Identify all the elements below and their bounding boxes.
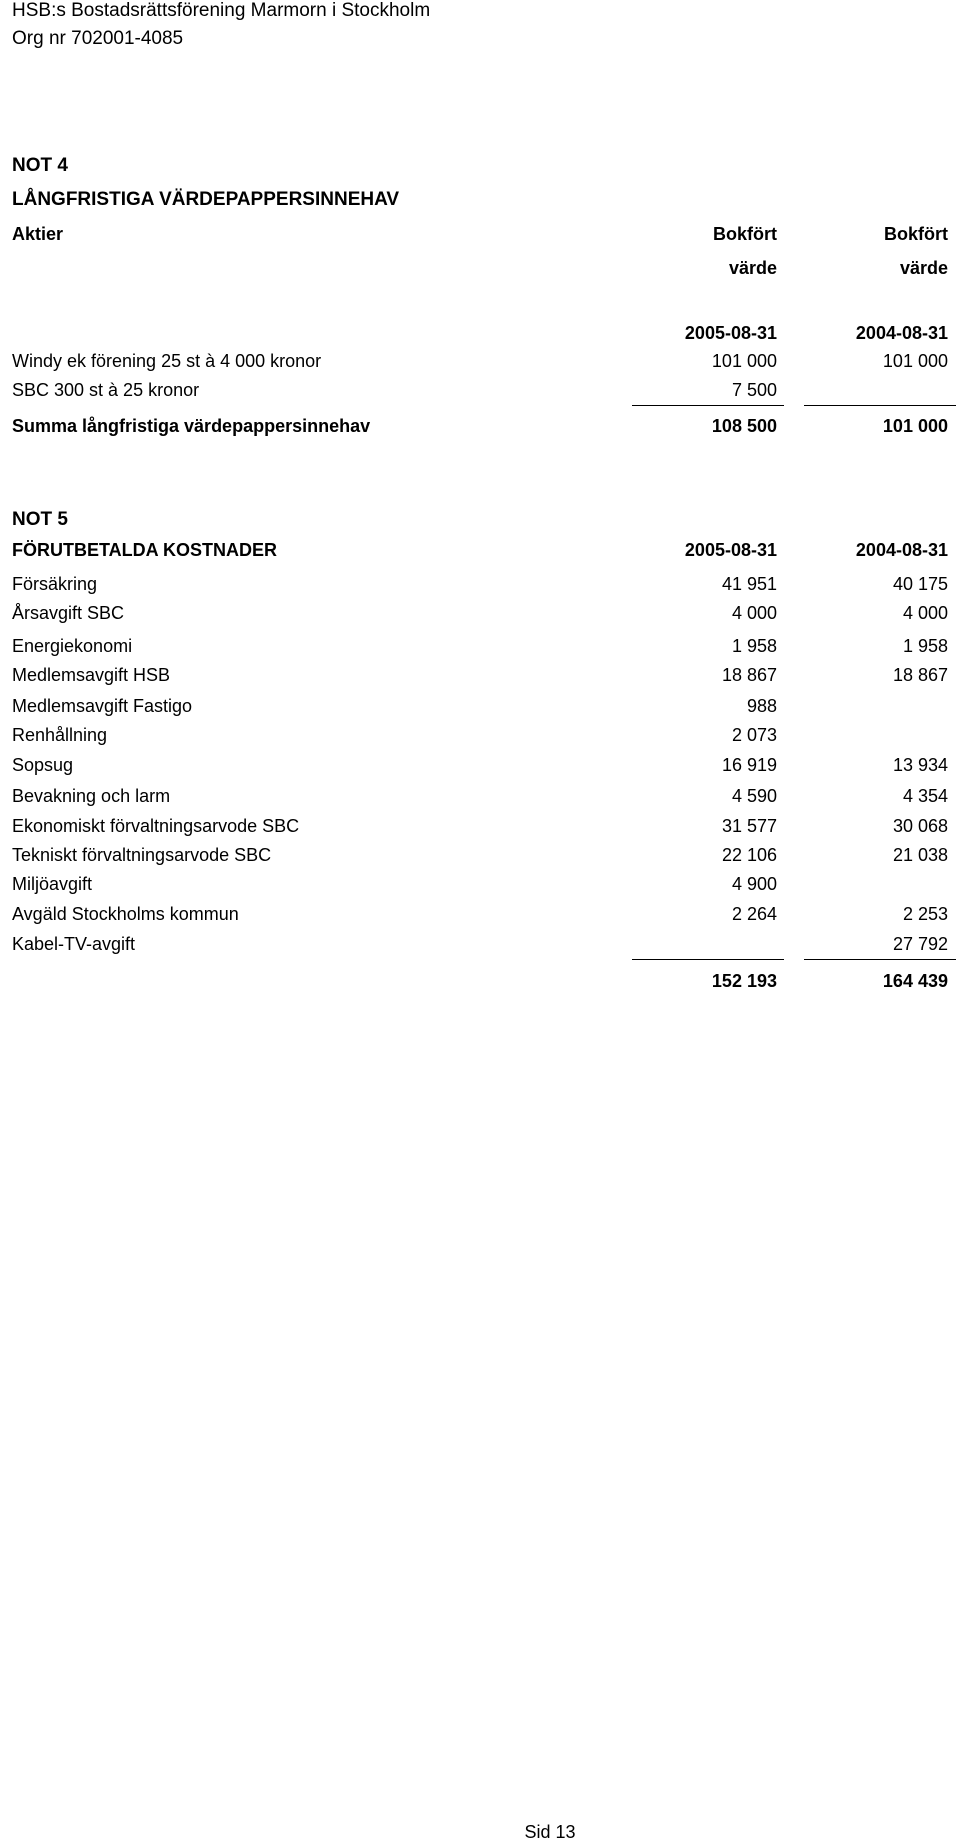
row-value-2005: 101 000	[711, 351, 777, 371]
total-value-2004: 101 000	[882, 416, 948, 436]
table-row	[0, 753, 960, 777]
row-value-2004: 40 175	[892, 574, 948, 594]
row-value-2005: 18 867	[721, 665, 777, 685]
row-label: SBC 300 st à 25 kronor	[12, 380, 200, 400]
table-row	[0, 601, 960, 625]
row-value-2005: 41 951	[721, 574, 777, 594]
note4-col2-header-line1: Bokfört	[884, 224, 948, 244]
row-value-2004: 1 958	[902, 636, 948, 656]
table-row	[0, 814, 960, 838]
table-row	[0, 902, 960, 926]
note4-col1-header-line2: värde	[728, 258, 777, 278]
row-value-2005: 2 073	[731, 725, 777, 745]
note4-title: NOT 4	[12, 155, 68, 176]
row-value-2005: 4 590	[731, 786, 777, 806]
table-row	[0, 349, 960, 373]
note4-column-header-row	[0, 222, 960, 246]
note4-subtitle: LÅNGFRISTIGA VÄRDEPAPPERSINNEHAV	[12, 189, 400, 210]
row-label: Bevakning och larm	[12, 786, 171, 806]
organization-name: HSB:s Bostadsrättsförening Marmorn i Stockholm	[12, 0, 431, 21]
sum-underline	[632, 405, 784, 406]
note4-col1-header-line1: Bokfört	[713, 224, 777, 244]
row-value-2005: 4 900	[731, 874, 777, 894]
note4-date-2005: 2005-08-31	[684, 323, 777, 343]
table-row	[0, 634, 960, 658]
sum-underline	[804, 959, 956, 960]
row-value-2005: 1 958	[731, 636, 777, 656]
note5-header-row	[0, 538, 960, 562]
row-label: Miljöavgift	[12, 874, 93, 894]
row-label: Medlemsavgift HSB	[12, 665, 171, 685]
note4-date-row	[0, 321, 960, 345]
row-label: Windy ek förening 25 st à 4 000 kronor	[12, 351, 322, 371]
note4-column-header-row2	[0, 256, 960, 280]
total-label: Summa långfristiga värdepappersinnehav	[12, 416, 371, 436]
note4-total-row	[0, 414, 960, 438]
row-label: Ekonomiskt förvaltningsarvode SBC	[12, 816, 300, 836]
total-value-2005: 152 193	[711, 971, 777, 991]
table-row	[0, 572, 960, 596]
table-row	[0, 663, 960, 687]
table-row	[0, 723, 960, 747]
row-value-2004: 13 934	[892, 755, 948, 775]
row-value-2004: 30 068	[892, 816, 948, 836]
row-value-2005: 31 577	[721, 816, 777, 836]
note4-date-2004: 2004-08-31	[855, 323, 948, 343]
row-label: Medlemsavgift Fastigo	[12, 696, 193, 716]
row-value-2004: 18 867	[892, 665, 948, 685]
row-value-2004: 27 792	[892, 934, 948, 954]
note4-col2-header-line2: värde	[899, 258, 948, 278]
table-row	[0, 843, 960, 867]
table-row	[0, 784, 960, 808]
row-label: Renhållning	[12, 725, 108, 745]
row-value-2004: 4 000	[902, 603, 948, 623]
row-value-2004: 2 253	[902, 904, 948, 924]
note5-title: NOT 5	[12, 509, 68, 530]
page-number: Sid 13	[524, 1822, 576, 1842]
total-value-2005: 108 500	[711, 416, 777, 436]
table-row	[0, 932, 960, 956]
page-footer	[0, 1822, 960, 1843]
organization-number: Org nr 702001-4085	[12, 28, 184, 49]
row-label: Avgäld Stockholms kommun	[12, 904, 239, 924]
note5-date-2004: 2004-08-31	[855, 540, 948, 560]
note5-date-2005: 2005-08-31	[684, 540, 777, 560]
note4-section-label: Aktier	[12, 224, 64, 244]
row-value-2005: 7 500	[731, 380, 777, 400]
row-label: Sopsug	[12, 755, 74, 775]
row-label: Tekniskt förvaltningsarvode SBC	[12, 845, 272, 865]
table-row	[0, 694, 960, 718]
note5-total-row	[0, 969, 960, 993]
table-row	[0, 378, 960, 402]
row-value-2005: 988	[746, 696, 777, 716]
row-value-2004: 4 354	[902, 786, 948, 806]
total-value-2004: 164 439	[882, 971, 948, 991]
sum-underline	[632, 959, 784, 960]
sum-underline	[804, 405, 956, 406]
row-label: Kabel-TV-avgift	[12, 934, 136, 954]
note5-subtitle: FÖRUTBETALDA KOSTNADER	[12, 540, 277, 560]
row-value-2004: 21 038	[892, 845, 948, 865]
row-value-2005: 16 919	[721, 755, 777, 775]
row-value-2004: 101 000	[882, 351, 948, 371]
row-label: Energiekonomi	[12, 636, 133, 656]
row-value-2005: 4 000	[731, 603, 777, 623]
row-value-2005: 22 106	[721, 845, 777, 865]
table-row	[0, 872, 960, 896]
row-value-2005: 2 264	[731, 904, 777, 924]
row-label: Försäkring	[12, 574, 98, 594]
row-label: Årsavgift SBC	[12, 603, 125, 623]
